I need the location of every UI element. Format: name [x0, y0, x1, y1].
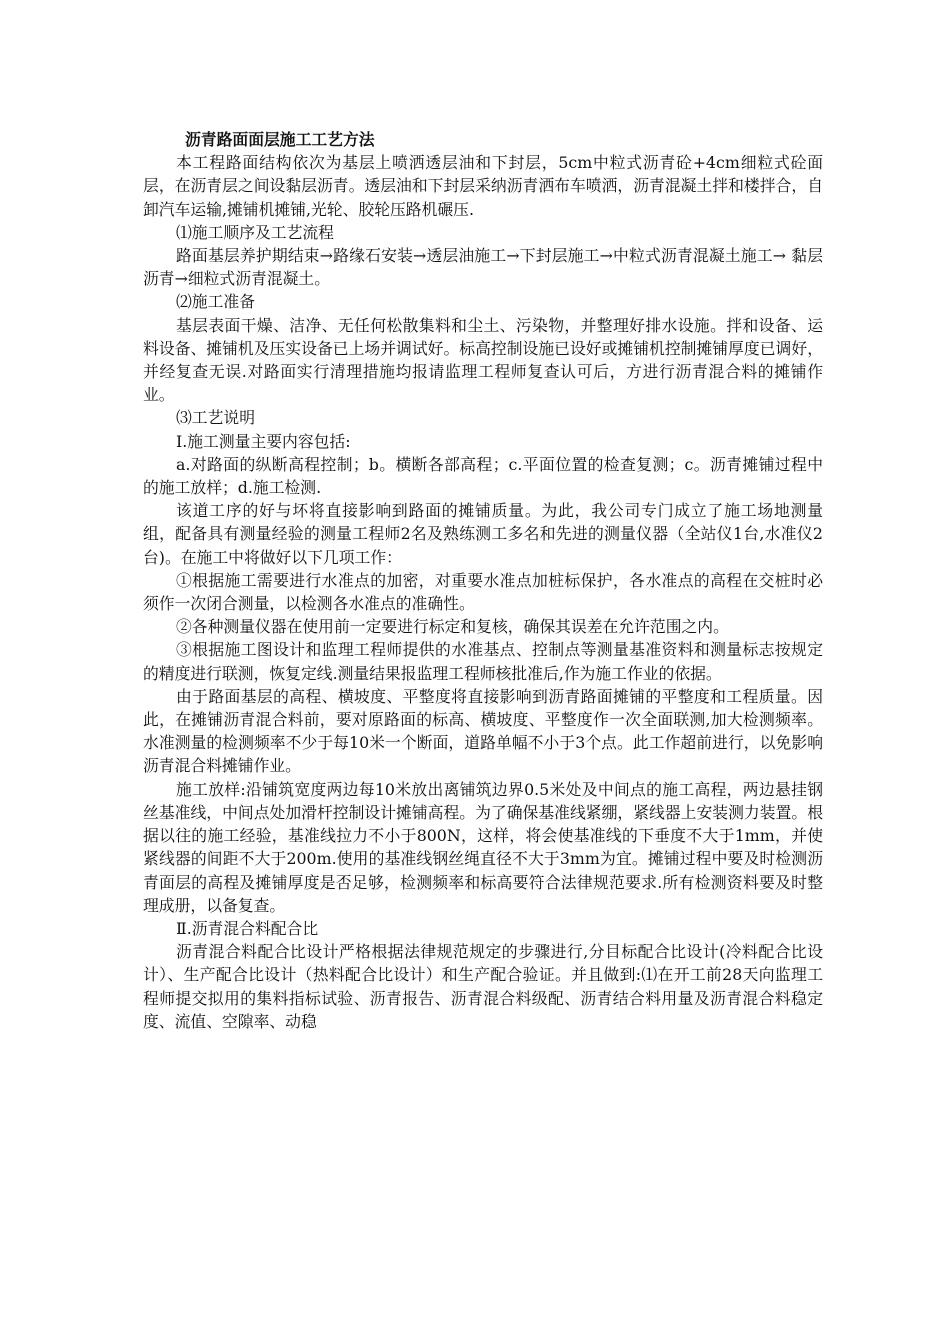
paragraph: a.对路面的纵断高程控制；b。横断各部高程；c.平面位置的检查复测；c。沥青摊铺过程中的施工放样；d.施工检测. [143, 454, 823, 498]
paragraph: 本工程路面结构依次为基层上喷洒透层油和下封层，5cm中粒式沥青砼+4cm细粒式砼面层，在沥青层之间设黏层沥青。透层油和下封层采纳沥青洒布车喷洒，沥青混凝土拌和楼拌合，自卸汽车运输,摊铺机摊铺,光轮、胶轮压路机碾压. [143, 153, 823, 219]
document-page [143, 128, 823, 1033]
paragraph: 路面基层养护期结束→路缘石安装→透层油施工→下封层施工→中粒式沥青混凝土施工→ 黏层沥青→细粒式沥青混凝土。 [143, 246, 823, 289]
section-heading: ⑶工艺说明 [176, 408, 255, 428]
document-title: 沥青路面面层施工工艺方法 [185, 130, 375, 149]
paragraph: ①根据施工需要进行水准点的加密，对重要水准点加桩标保护，各水准点的高程在交桩时必须作一次闭合测量，以检测各水准点的准确性。 [143, 570, 823, 614]
section-heading: ⑴施工顺序及工艺流程 [176, 222, 334, 242]
paragraph: 该道工序的好与坏将直接影响到路面的摊铺质量。为此，我公司专门成立了施工场地测量组，配备具有测量经验的测量工程师2名及熟练测工多名和先进的测量仪器（全站仪1台,水准仪2台)。在施工中将做好以下几项工作： [143, 501, 823, 567]
paragraph: ②各种测量仪器在使用前一定要进行标定和复核，确保其误差在允许范围之内。 [176, 617, 729, 637]
paragraph: 沥青混合料配合比设计严格根据法律规范规定的步骤进行,分目标配合比设计(冷料配合比设计）、生产配合比设计（热料配合比设计）和生产配合验证。并且做到:⑴在开工前28天向监理工程师提交拟用的集料指标试验、沥青报告、沥青混合料级配、沥青结合料用量及沥青混合料稳定度、流值、空隙率、动稳 [143, 942, 823, 1031]
section-heading: Ⅱ.沥青混合料配合比 [176, 918, 319, 938]
paragraph: 基层表面干燥、洁净、无任何松散集料和尘土、污染物，并整理好排水设施。拌和设备、运料设备、摊铺机及压实设备已上场并调试好。标高控制设施已设好或摊铺机控制摊铺厚度已调好，并经复查无误.对路面实行清理措施均报请监理工程师复查认可后，方进行沥青混合料的摊铺作业。 [143, 315, 823, 405]
paragraph: 由于路面基层的高程、横坡度、平整度将直接影响到沥青路面摊铺的平整度和工程质量。因此，在摊铺沥青混合料前，要对原路面的标高、横坡度、平整度作一次全面联测,加大检测频率。水准测量的检测频率不少于每10米一个断面，道路单幅不小于3个点。此工作超前进行，以免影响沥青混合料摊铺作业。 [143, 686, 823, 776]
document-body [143, 151, 823, 1033]
section-heading: Ⅰ.施工测量主要内容包括: [176, 431, 351, 451]
section-heading: ⑵施工准备 [176, 292, 255, 312]
paragraph: 施工放样:沿铺筑宽度两边每10米放出离铺筑边界0.5米处及中间点的施工高程，两边悬挂钢丝基准线，中间点处加滑杆控制设计摊铺高程。为了确保基准线紧绷，紧线器上安装测力装置。根据以往的施工经验，基准线拉力不小于800N，这样，将会使基准线的下垂度不大于1mm，并使紧线器的间距不大于200m.使用的基准线钢丝绳直径不大于3mm为宜。摊铺过程中要及时检测沥青面层的高程及摊铺厚度是否足够，检测频率和标高要符合法律规范要求.所有检测资料要及时整理成册，以备复查。 [143, 779, 823, 915]
paragraph: ③根据施工图设计和监理工程师提供的水准基点、控制点等测量基准资料和测量标志按规定的精度进行联测，恢复定线.测量结果报监理工程师核批准后,作为施工作业的依据。 [143, 640, 823, 683]
